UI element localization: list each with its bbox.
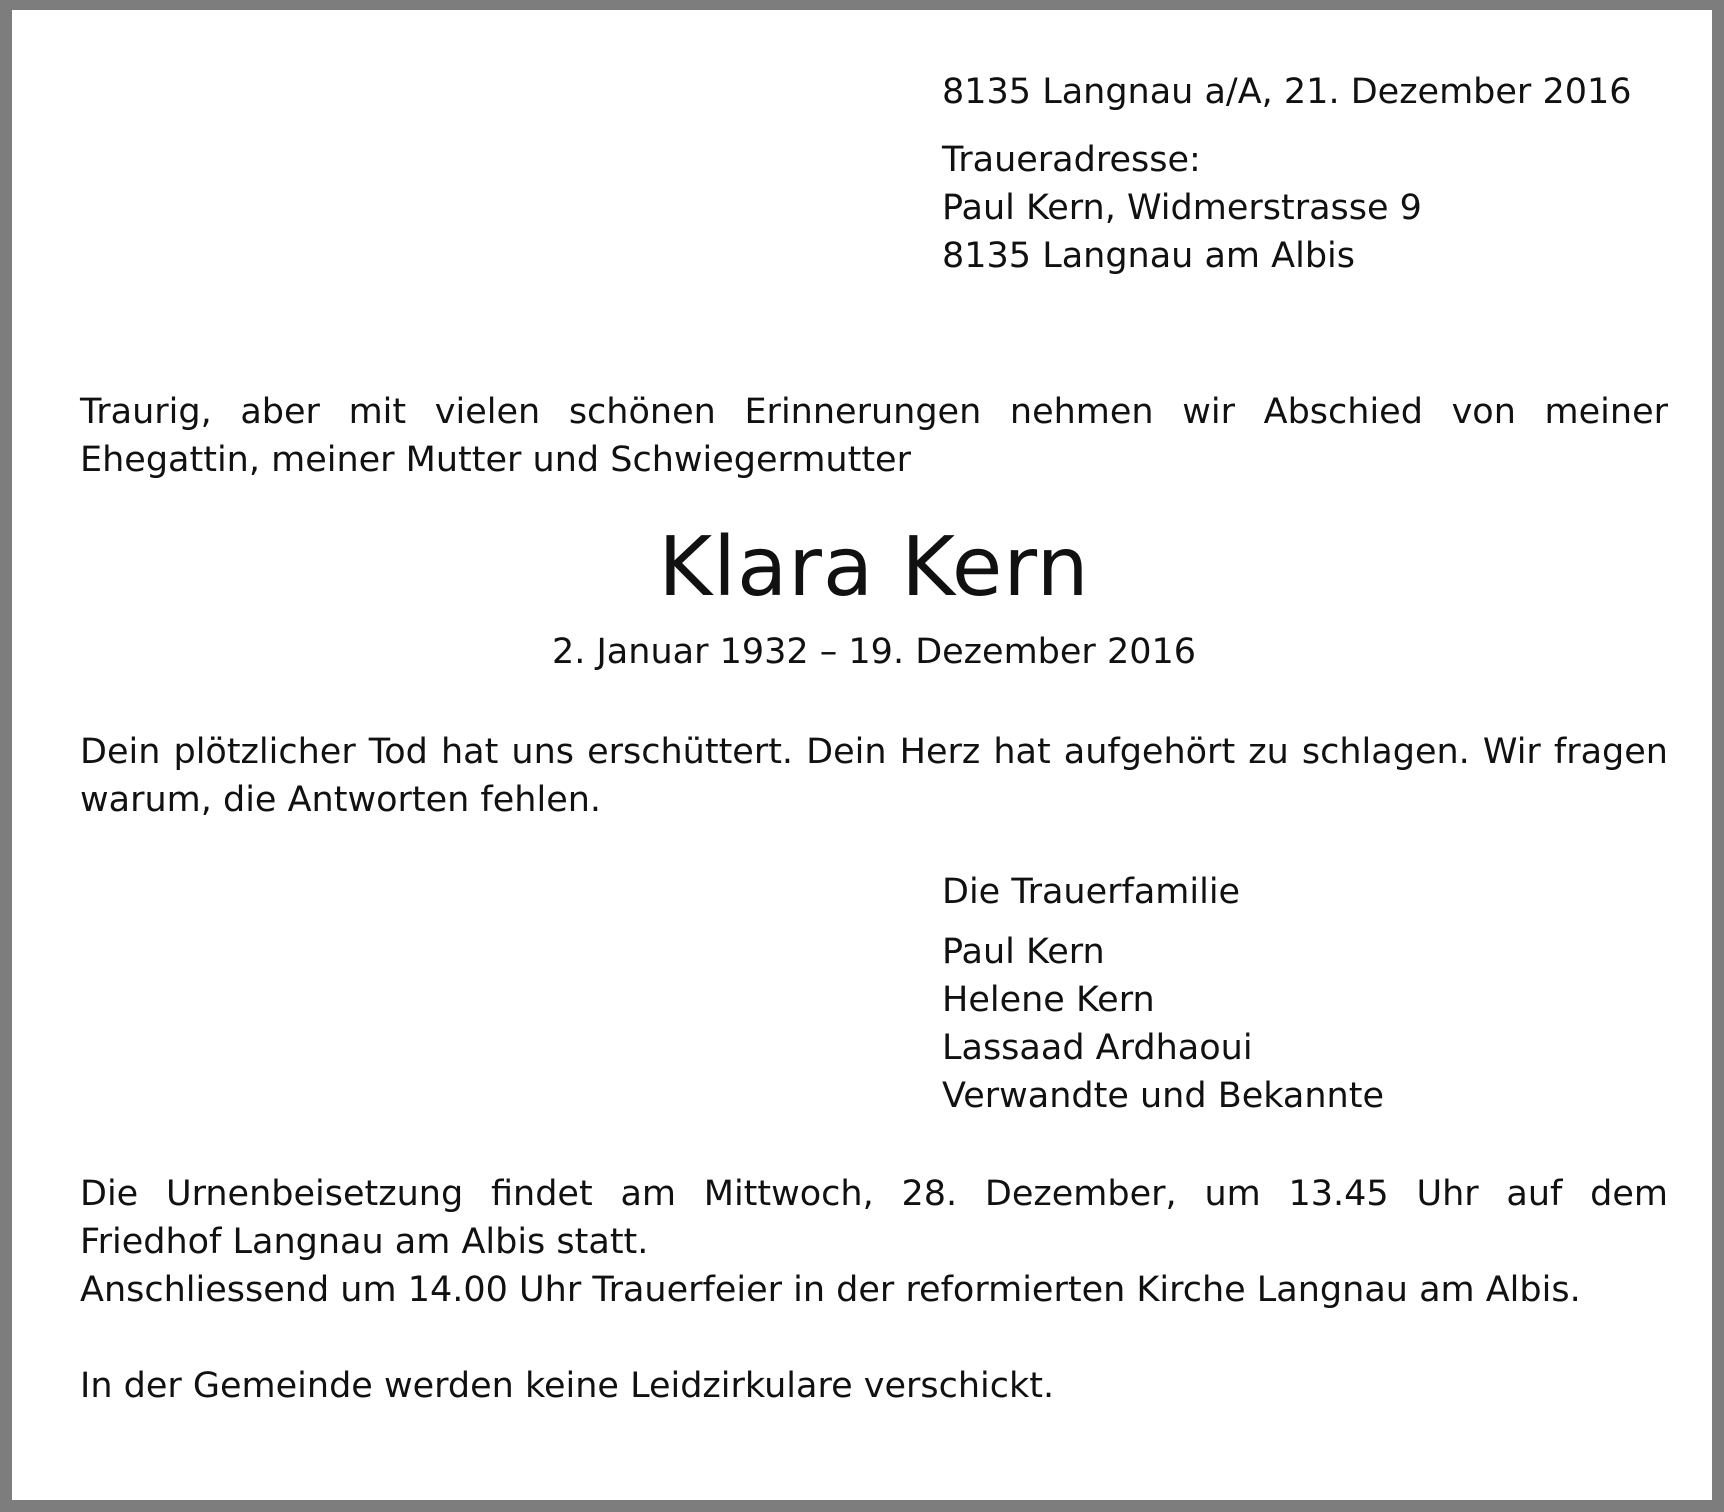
family-member: Helene Kern (942, 980, 1155, 1020)
closing-note-text: In der Gemeinde werden keine Leidzirkulare verschickt. (80, 1366, 1055, 1406)
address-line-1: Paul Kern, Widmerstrasse 9 (942, 188, 1422, 228)
address-label: Traueradresse: (942, 140, 1201, 180)
place-date: 8135 Langnau a/A, 21. Dezember 2016 (942, 72, 1632, 112)
family-heading: Die Trauerfamilie (942, 872, 1241, 912)
family-member: Paul Kern (942, 932, 1105, 972)
family-member: Lassaad Ardhaoui (942, 1028, 1253, 1068)
ceremony-line-2: Friedhof Langnau am Albis statt. (80, 1222, 649, 1262)
life-dates: 2. Januar 1932 – 19. Dezember 2016 (551, 632, 1197, 672)
closing-note (80, 1362, 1668, 1410)
ceremony-line-3: Anschliessend um 14.00 Uhr Trauerfeier in der reformierten Kirche Langnau am Albis. (80, 1270, 1581, 1310)
deceased-name: Klara Kern (658, 520, 1090, 615)
message-line-2: warum, die Antworten fehlen. (80, 780, 602, 820)
family-member: Verwandte und Bekannte (942, 1076, 1384, 1116)
intro-line-1: Traurig, aber mit vielen schönen Erinnerungen nehmen wir Abschied von meiner (80, 392, 1668, 432)
ceremony-line-1: Die Urnenbeisetzung findet am Mittwoch, 28. Dezember, um 13.45 Uhr auf dem (80, 1174, 1668, 1214)
ceremony-paragraph (80, 1170, 1668, 1314)
intro-line-2: Ehegattin, meiner Mutter und Schwiegermutter (80, 440, 911, 480)
message-paragraph (80, 728, 1668, 824)
intro-paragraph (80, 388, 1668, 484)
address-line-2: 8135 Langnau am Albis (942, 236, 1355, 276)
message-line-1: Dein plötzlicher Tod hat uns erschüttert. Dein Herz hat aufgehört zu schlagen. Wir fragen (80, 732, 1668, 772)
